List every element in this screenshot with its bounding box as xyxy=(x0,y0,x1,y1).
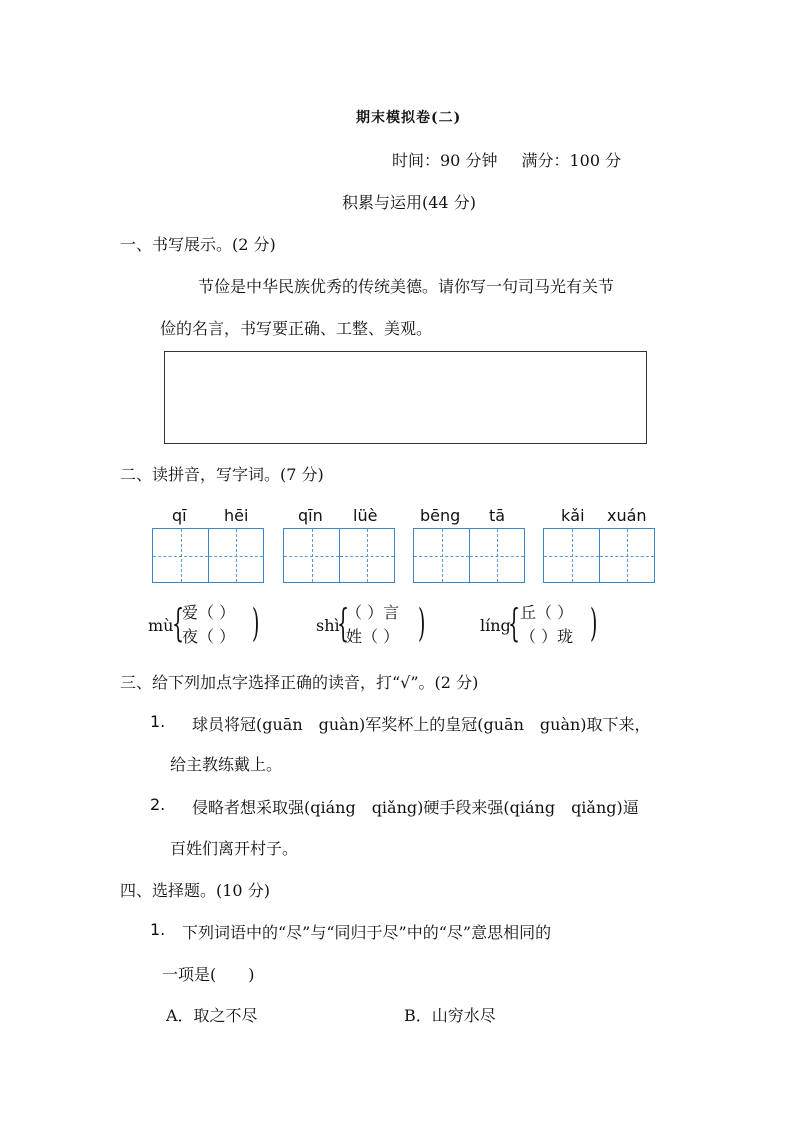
question-text: 百姓们离开村子。 xyxy=(170,839,299,858)
exam-meta xyxy=(392,148,645,171)
option-a[interactable]: A．取之不尽 xyxy=(166,1006,258,1025)
section4-heading: 四、选择题。(10 分) xyxy=(120,881,270,900)
section1-heading: 一、书写展示。(2 分) xyxy=(120,235,276,254)
right-paren-icon: ) xyxy=(252,601,260,645)
grid-cell[interactable] xyxy=(599,529,654,582)
polyphone-bottom: （ ）珑 xyxy=(520,627,574,646)
writing-grid[interactable] xyxy=(543,528,655,583)
grid-cell[interactable] xyxy=(544,529,599,582)
writing-box[interactable] xyxy=(164,351,647,444)
exam-time: 时间：90 分钟 xyxy=(392,151,498,170)
polyphone-bottom: 夜（ ） xyxy=(182,627,236,646)
option-b[interactable]: B．山穷水尽 xyxy=(404,1006,496,1025)
right-paren-icon: ) xyxy=(418,601,426,645)
exam-score: 满分：100 分 xyxy=(521,151,622,170)
left-brace-icon: { xyxy=(508,601,521,645)
pinyin-label: bēng xyxy=(420,506,461,525)
question-number: 2. xyxy=(150,795,166,814)
question-number: 1. xyxy=(150,920,166,939)
writing-grid[interactable] xyxy=(152,528,264,583)
pinyin-label: qī xyxy=(172,506,187,525)
grid-cell[interactable] xyxy=(469,529,524,582)
polyphone-top: 丘（ ） xyxy=(520,603,574,622)
writing-grid[interactable] xyxy=(413,528,525,583)
grid-cell[interactable] xyxy=(339,529,394,582)
polyphone-top: 爱（ ） xyxy=(182,603,236,622)
question-number: 1. xyxy=(150,712,166,731)
polyphone-pinyin: mù xyxy=(148,616,174,635)
question-text: 侵略者想采取强(qiáng qiǎng)硬手段来强(qiáng qiǎng)逼 xyxy=(192,798,639,817)
section3-heading: 三、给下列加点字选择正确的读音，打“√”。(2 分) xyxy=(120,673,479,692)
pinyin-label: qīn xyxy=(298,506,323,525)
pinyin-label: tā xyxy=(489,506,506,525)
left-brace-icon: { xyxy=(172,601,185,645)
section2-heading: 二、读拼音，写字词。(7 分) xyxy=(120,465,324,484)
polyphone-pinyin: líng xyxy=(480,616,511,635)
exam-title: 期末模拟卷(二) xyxy=(356,110,462,126)
polyphone-bottom: 姓（ ） xyxy=(346,627,400,646)
right-paren-icon: ) xyxy=(590,601,598,645)
section1-text-line1: 节俭是中华民族优秀的传统美德。请你写一句司马光有关节 xyxy=(198,277,615,296)
grid-cell[interactable] xyxy=(284,529,339,582)
pinyin-label: kǎi xyxy=(561,506,585,525)
question-text: 一项是( ) xyxy=(162,965,255,984)
part-title: 积累与运用(44 分) xyxy=(342,193,476,212)
question-text: 给主教练戴上。 xyxy=(170,755,283,774)
left-brace-icon: { xyxy=(337,601,350,645)
polyphone-pinyin: shì xyxy=(316,616,340,635)
grid-cell[interactable] xyxy=(208,529,263,582)
question-text: 球员将冠(guān guàn)军奖杯上的皇冠(guān guàn)取下来， xyxy=(192,715,651,734)
grid-cell[interactable] xyxy=(153,529,208,582)
section1-text-line2: 俭的名言，书写要正确、工整、美观。 xyxy=(160,319,433,338)
grid-cell[interactable] xyxy=(414,529,469,582)
polyphone-top: （ ）言 xyxy=(346,603,400,622)
pinyin-label: xuán xyxy=(607,506,647,525)
pinyin-label: hēi xyxy=(224,506,249,525)
question-text: 下列词语中的“尽”与“同归于尽”中的“尽”意思相同的 xyxy=(182,923,552,942)
pinyin-label: lüè xyxy=(353,506,378,525)
writing-grid[interactable] xyxy=(283,528,395,583)
